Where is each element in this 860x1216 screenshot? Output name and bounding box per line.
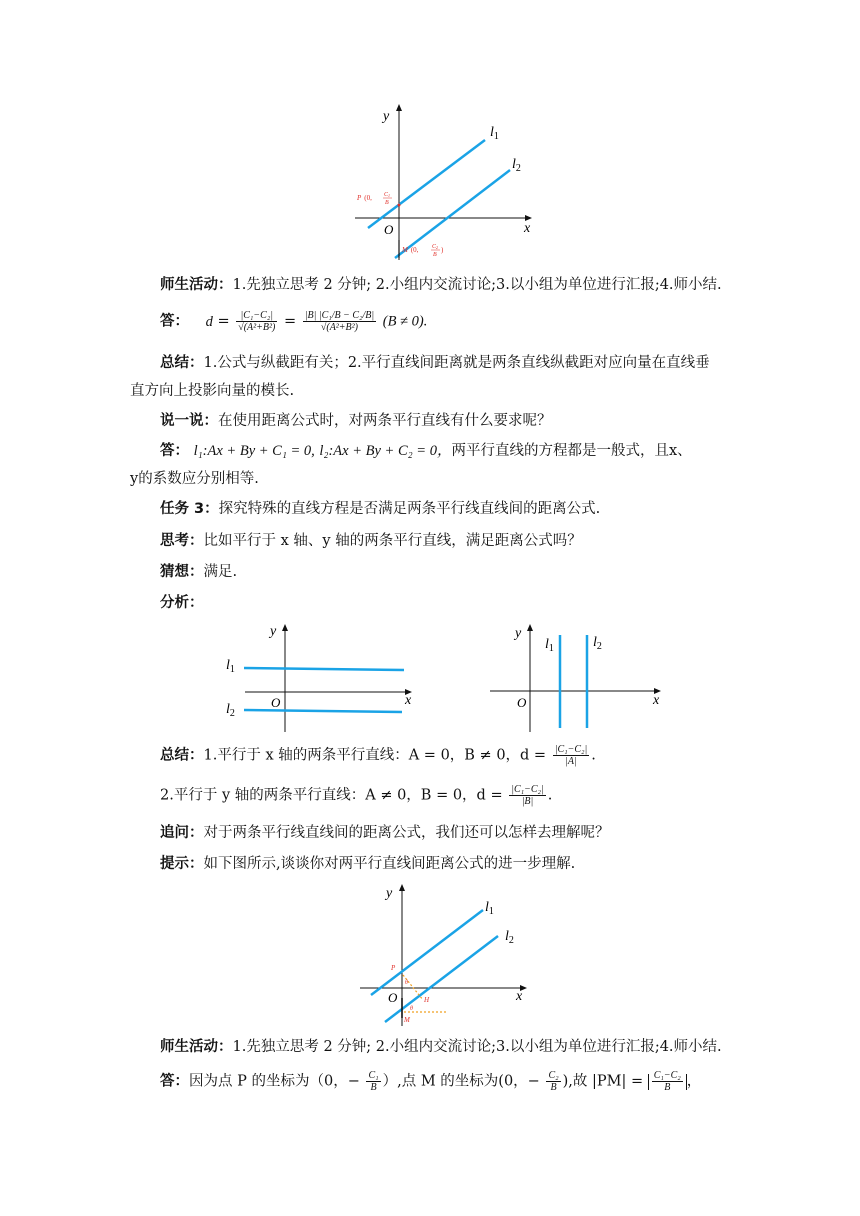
- line-l1: [371, 910, 483, 995]
- frac-num: |C₁−C₂|: [236, 310, 277, 322]
- formula-d: d: [205, 313, 213, 330]
- frac-den: |B|: [521, 796, 534, 807]
- origin-label: O: [384, 222, 394, 237]
- point-h-label: H: [424, 996, 430, 1004]
- lead-label: 任务 3：: [160, 501, 219, 517]
- l2-label: $l_2$: [505, 929, 514, 946]
- angle-theta-1: θ: [405, 980, 408, 986]
- paragraph-guess: [160, 561, 750, 583]
- paragraph-say: [160, 410, 750, 432]
- y-axis-label: y: [515, 626, 522, 641]
- abs-value: [648, 1070, 687, 1093]
- lead-label: 答：: [160, 1073, 189, 1090]
- paragraph-text: 两平行直线的方程都是一般式，且x、: [451, 443, 692, 459]
- figure-projection-distance: [355, 880, 540, 1030]
- y-axis-label: y: [383, 109, 390, 124]
- text-segment-4: ，: [686, 1073, 702, 1090]
- paragraph-text: 探究特殊的直线方程是否满足两条平行线直线间的距离公式.: [218, 501, 601, 517]
- y-axis-arrow: [399, 884, 405, 891]
- line-l2: [395, 170, 510, 258]
- l1-label: $l_1$: [490, 125, 499, 142]
- formula-eq2: =: [283, 313, 297, 330]
- paragraph-text: 如下图所示,谈谈你对两平行直线间距离公式的进一步理解.: [203, 856, 576, 872]
- point-p: [398, 204, 401, 207]
- paragraph-followup: [160, 822, 750, 844]
- line-l1: [244, 668, 404, 670]
- paragraph-end: .: [591, 747, 596, 764]
- point-p-frac-num: C1: [384, 192, 391, 198]
- point-m-label: M (0,: [402, 246, 419, 254]
- x-axis-label: x: [405, 693, 412, 708]
- figure-horizontal-lines: [220, 620, 420, 735]
- text-segment-1: 因为点 P 的坐标为（0，−: [189, 1073, 360, 1090]
- paragraph-think: [160, 530, 750, 552]
- angle-theta-2: θ: [410, 1006, 413, 1012]
- equation-l2: l₂:Ax + By + C₂ = 0，: [319, 443, 452, 459]
- frac-den: B: [370, 1082, 377, 1093]
- l2-label: $l_2$: [593, 635, 602, 652]
- paragraph-activity-2: [160, 1036, 750, 1058]
- line-l2: [244, 710, 402, 712]
- point-m-label: M: [404, 1016, 410, 1024]
- formula-condition: (B ≠ 0).: [382, 313, 428, 330]
- y-axis-label: y: [386, 886, 393, 901]
- y-axis-arrow: [527, 624, 533, 631]
- lead-label: 总结：: [160, 747, 204, 764]
- paragraph-task-3: [160, 498, 750, 520]
- y-axis-arrow: [282, 624, 288, 631]
- frac-num: |B| |C₁/B − C₂/B|: [304, 310, 375, 321]
- formula-fraction-1: [236, 310, 277, 333]
- paragraph-activity-1: [160, 274, 750, 296]
- lead-label: 师生活动：: [160, 277, 233, 293]
- frac-den: √(A²+B²): [238, 322, 276, 333]
- origin-label: O: [517, 695, 527, 710]
- formula-fraction: [509, 784, 546, 807]
- lead-label: 分析：: [160, 595, 204, 611]
- fraction-diff-b: [652, 1070, 683, 1093]
- figure-vertical-lines: [485, 620, 670, 735]
- x-axis-label: x: [524, 221, 531, 236]
- origin-label: O: [271, 695, 281, 710]
- lead-label: 答：: [160, 443, 189, 459]
- formula-fraction: [553, 744, 590, 767]
- l1-label: $l_1$: [485, 900, 494, 917]
- point-p-label: P (0,: [357, 194, 372, 202]
- point-p-label: P: [391, 964, 396, 972]
- frac-den: |A|: [565, 756, 577, 767]
- frac-num: C₁: [368, 1070, 379, 1081]
- frac-den: B: [550, 1082, 557, 1093]
- fraction-c1-b: [366, 1070, 380, 1093]
- equation-l1: l₁:Ax + By + C₁ = 0,: [193, 443, 315, 459]
- formula-fraction-2: [303, 310, 376, 333]
- text-segment-3: ),故 |PM| =: [562, 1073, 644, 1090]
- frac-num: |C₁−C₂|: [554, 744, 588, 755]
- point-p-frac-den: B: [385, 200, 389, 206]
- paragraph-end: .: [547, 787, 553, 804]
- paragraph-text: 1.先独立思考 2 分钟; 2.小组内交流讨论;3.以小组为单位进行汇报;4.师小结.: [232, 277, 722, 293]
- paragraph-text: 1.平行于 x 轴的两条平行直线：A = 0，B ≠ 0，d =: [203, 747, 547, 764]
- lead-label: 提示：: [160, 856, 204, 872]
- lead-label: 答：: [160, 313, 189, 330]
- paragraph-hint: [160, 853, 750, 875]
- x-axis-label: x: [516, 989, 523, 1004]
- point-m-frac-den: B: [433, 252, 437, 258]
- paragraph-text: 在使用距离公式时，对两条平行直线有什么要求呢？: [218, 413, 552, 429]
- paragraph-summary-2a: [160, 744, 750, 767]
- l1-label: $l_1$: [226, 658, 235, 675]
- m-close-paren: ): [441, 246, 444, 254]
- paragraph-summary-2b: [160, 784, 750, 807]
- paragraph-text: 1.公式与纵截距有关；2.平行直线间距离就是两条直线纵截距对应向量在直线垂: [203, 355, 710, 371]
- fraction-c2-b: [546, 1070, 560, 1093]
- frac-num: C₂: [548, 1070, 559, 1081]
- point-m-frac-num: C2: [432, 244, 439, 250]
- paragraph-text: 1.先独立思考 2 分钟; 2.小组内交流讨论;3.以小组为单位进行汇报;4.师小结.: [232, 1039, 722, 1055]
- figure-parallel-lines-intercepts: [350, 100, 540, 265]
- paragraph-answer-equations: [160, 440, 750, 462]
- paragraph-answer-final: [160, 1070, 750, 1093]
- lead-label: 师生活动：: [160, 1039, 233, 1055]
- paragraph-text: 直方向上投影向量的模长.: [130, 383, 295, 399]
- paragraph-text: 对于两条平行线直线间的距离公式，我们还可以怎样去理解呢？: [203, 825, 610, 841]
- line-l1: [368, 140, 485, 228]
- lead-label: 说一说：: [160, 413, 218, 429]
- x-axis-label: x: [653, 693, 660, 708]
- y-axis-arrow: [396, 104, 402, 111]
- text-segment-2: ）,点 M 的坐标为(0，−: [382, 1073, 540, 1090]
- y-axis-label: y: [270, 624, 277, 639]
- l2-label: $l_2$: [226, 702, 235, 719]
- l2-label: $l_2$: [512, 157, 521, 174]
- lead-label: 追问：: [160, 825, 204, 841]
- lead-label: 猜想：: [160, 564, 204, 580]
- frac-num: |C₁−C₂|: [511, 784, 544, 795]
- paragraph-summary-1a: [160, 352, 750, 374]
- paragraph-answer-formula: [160, 310, 750, 333]
- frac-den: B: [664, 1082, 671, 1093]
- paragraph-summary-1b: [130, 380, 750, 402]
- paragraph-answer-equations-b: [130, 468, 750, 490]
- paragraph-text: 2.平行于 y 轴的两条平行直线：A ≠ 0，B = 0，d =: [160, 787, 503, 804]
- l1-label: $l_1$: [545, 637, 554, 654]
- paragraph-text: 比如平行于 x 轴、y 轴的两条平行直线，满足距离公式吗？: [203, 533, 582, 549]
- paragraph-text: y的系数应分别相等.: [130, 471, 259, 487]
- frac-den: √(A²+B²): [320, 322, 358, 333]
- origin-label: O: [388, 990, 398, 1005]
- frac-num: C₁−C₂: [653, 1070, 681, 1081]
- paragraph-text: 满足.: [203, 564, 238, 580]
- lead-label: 思考：: [160, 533, 204, 549]
- formula-eq: =: [217, 313, 230, 330]
- paragraph-analysis: [160, 592, 750, 614]
- lead-label: 总结：: [160, 355, 204, 371]
